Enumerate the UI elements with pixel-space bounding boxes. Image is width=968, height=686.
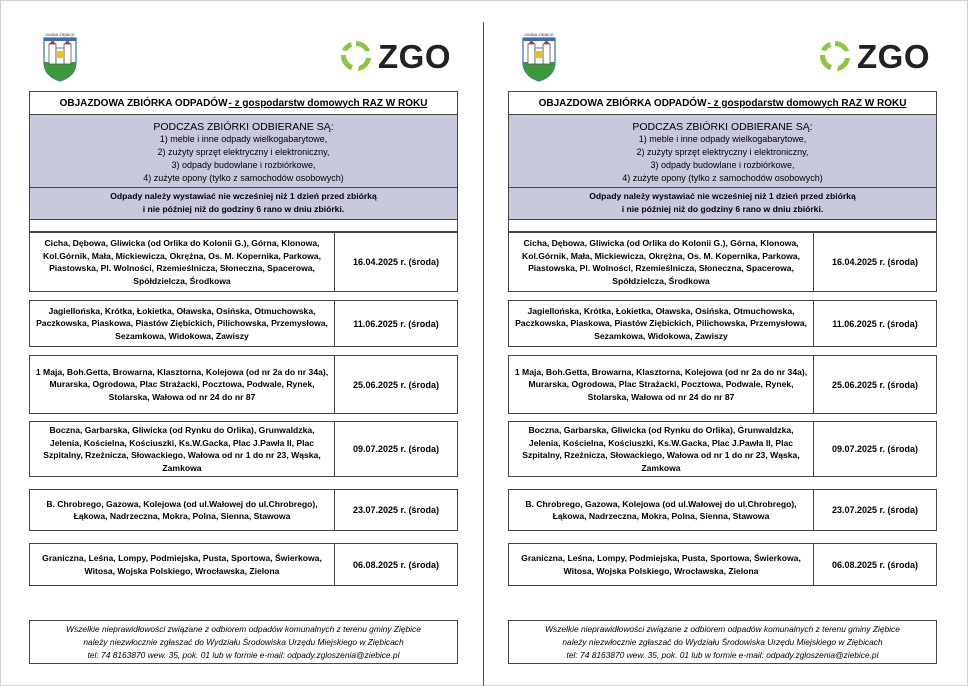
street-list: Jagiellońska, Krótka, Łokietka, Oławska, Osińska, Otmuchowska, Paczkowska, Piaskowa, Piastów Ziębickich, Pilichowska, Przemysłowa, Sezamkowa, Widokowa, Zawiszy (509, 301, 814, 346)
street-list: Jagiellońska, Krótka, Łokietka, Oławska, Osińska, Otmuchowska, Paczkowska, Piaskowa, Piastów Ziębickich, Pilichowska, Przemysłowa, Sezamkowa, Widokowa, Zawiszy (30, 301, 335, 346)
collection-date: 25.06.2025 r. (środa) (352, 379, 440, 390)
schedule-row (508, 421, 937, 477)
leaflet-right (508, 0, 938, 686)
footer-line: tel: 74 8163870 wew. 35, pok. 01 lub w formie e-mail: odpady.zgloszenia@ziebice.pl (87, 649, 400, 660)
schedule-row (29, 543, 458, 586)
collection-date: 06.08.2025 r. (środa) (831, 559, 919, 570)
crest-caption: GMINA ZIĘBICE (524, 32, 554, 37)
title-sub: - z gospodarstw domowych RAZ W ROKU (707, 97, 907, 109)
accepted-item: 2) zużyty sprzęt elektryczny i elektroniczny, (636, 147, 809, 157)
collection-info-box (29, 91, 458, 232)
collection-date: 23.07.2025 r. (środa) (352, 505, 440, 515)
schedule-row (29, 489, 458, 531)
accepted-item: 4) zużyte opony (tylko z samochodów osobowych) (143, 173, 344, 183)
collection-info-box (508, 91, 937, 232)
collection-date: 09.07.2025 r. (środa) (831, 444, 919, 454)
collection-date: 16.04.2025 r. (środa) (831, 257, 919, 267)
footer-line: należy niezwłocznie zgłaszać do Wydziału Środowiska Urzędu Miejskiego w Ziębicach (562, 636, 883, 647)
leaflet-left (29, 0, 459, 686)
leaflet-title (509, 92, 936, 115)
coat-of-arms-icon (37, 32, 83, 82)
title-main: OBJAZDOWA ZBIÓRKA ODPADÓW (538, 97, 707, 109)
footer-line: należy niezwłocznie zgłaszać do Wydziału Środowiska Urzędu Miejskiego w Ziębicach (83, 636, 404, 647)
recycle-logo-icon (338, 38, 374, 74)
notice-line: Odpady należy wystawiać nie wcześniej niż 1 dzień przed zbiórką (110, 191, 377, 201)
schedule-row (508, 489, 937, 531)
street-list: Boczna, Garbarska, Gliwicka (od Rynku do Orlika), Grunwaldzka, Jelenia, Kościelna, Kościuszki, Ks.W.Gacka, Plac J.Pawła II, Plac Szpitalny, Rzeźnicza, Słowackiego, Wałowa od nr 1 do nr 23, Wąska, Zamkowa (509, 422, 814, 476)
title-main: OBJAZDOWA ZBIÓRKA ODPADÓW (59, 97, 228, 109)
notice-line: i nie później niż do godziny 6 rano w dniu zbiórki. (621, 204, 824, 214)
accepted-items-section (30, 115, 457, 188)
street-list: 1 Maja, Boh.Getta, Browarna, Klasztorna, Kolejowa (od nr 2a do nr 34a), Murarska, Ogrodowa, Plac Strażacki, Pocztowa, Podwale, Rynek, Stolarska, Wałowa od nr 24 do nr 87 (509, 356, 814, 413)
notice-line: Odpady należy wystawiać nie wcześniej niż 1 dzień przed zbiórką (589, 191, 856, 201)
zgo-logo-text: ZGO (378, 37, 451, 75)
complaints-footer (29, 620, 458, 664)
schedule-row (508, 300, 937, 347)
schedule-row (29, 232, 458, 292)
leaflet-title (30, 92, 457, 115)
street-list: Boczna, Garbarska, Gliwicka (od Rynku do Orlika), Grunwaldzka, Jelenia, Kościelna, Kościuszki, Ks.W.Gacka, Plac J.Pawła II, Plac Szpitalny, Rzeźnicza, Słowackiego, Wałowa od nr 1 do nr 23, Wąska, Zamkowa (30, 422, 335, 476)
coat-of-arms-icon (516, 32, 562, 82)
accepted-items-lead: PODCZAS ZBIÓRKI ODBIERANE SĄ: (153, 121, 334, 133)
street-list: 1 Maja, Boh.Getta, Browarna, Klasztorna, Kolejowa (od nr 2a do nr 34a), Murarska, Ogrodowa, Plac Strażacki, Pocztowa, Podwale, Rynek, Stolarska, Wałowa od nr 24 do nr 87 (30, 356, 335, 413)
street-list: B. Chrobrego, Gazowa, Kolejowa (od ul.Wałowej do ul.Chrobrego), Łąkowa, Nadrzeczna, Mokra, Polna, Sienna, Stawowa (509, 490, 814, 530)
street-list: Cicha, Dębowa, Gliwicka (od Orlika do Kolonii G.), Górna, Klonowa, Kol.Górnik, Mała, Mickiewicza, Okrężna, Os. M. Kopernika, Parkowa, Piastowska, Pl. Wolności, Rzemieślnicza, Słoneczna, Spacerowa, Spółdzielcza, Środkowa (509, 233, 814, 291)
placement-notice (30, 188, 457, 220)
accepted-items-lead: PODCZAS ZBIÓRKI ODBIERANE SĄ: (632, 121, 813, 133)
street-list: Graniczna, Leśna, Lompy, Podmiejska, Pusta, Sportowa, Świerkowa, Witosa, Wojska Polskiego, Wrocławska, Zielona (30, 544, 335, 585)
title-sub: - z gospodarstw domowych RAZ W ROKU (228, 97, 428, 109)
schedule-row (508, 232, 937, 292)
street-list: B. Chrobrego, Gazowa, Kolejowa (od ul.Wałowej do ul.Chrobrego), Łąkowa, Nadrzeczna, Mokra, Polna, Sienna, Stawowa (30, 490, 335, 530)
collection-date: 25.06.2025 r. (środa) (831, 379, 919, 390)
accepted-item: 3) odpady budowlane i rozbiórkowe, (650, 160, 795, 170)
recycle-logo-icon (817, 38, 853, 74)
schedule-row (29, 300, 458, 347)
placement-notice (509, 188, 936, 220)
notice-line: i nie później niż do godziny 6 rano w dniu zbiórki. (142, 204, 345, 214)
accepted-item: 1) meble i inne odpady wielkogabarytowe, (159, 134, 328, 144)
footer-line: tel: 74 8163870 wew. 35, pok. 01 lub w formie e-mail: odpady.zgloszenia@ziebice.pl (566, 649, 879, 660)
crest-caption: GMINA ZIĘBICE (45, 32, 75, 37)
collection-date: 23.07.2025 r. (środa) (831, 505, 919, 515)
collection-date: 11.06.2025 r. (środa) (832, 318, 918, 329)
zgo-logo (338, 38, 451, 74)
schedule-row (29, 355, 458, 414)
accepted-item: 3) odpady budowlane i rozbiórkowe, (171, 160, 316, 170)
accepted-item: 2) zużyty sprzęt elektryczny i elektroniczny, (157, 147, 330, 157)
zgo-logo-text: ZGO (857, 37, 930, 75)
collection-date: 11.06.2025 r. (środa) (353, 318, 439, 329)
street-list: Graniczna, Leśna, Lompy, Podmiejska, Pusta, Sportowa, Świerkowa, Witosa, Wojska Polskiego, Wrocławska, Zielona (509, 544, 814, 585)
collection-date: 06.08.2025 r. (środa) (352, 559, 440, 570)
zgo-logo (817, 38, 930, 74)
schedule-row (508, 543, 937, 586)
schedule-row (29, 421, 458, 477)
accepted-item: 4) zużyte opony (tylko z samochodów osobowych) (622, 173, 823, 183)
complaints-footer (508, 620, 937, 664)
accepted-items-section (509, 115, 936, 188)
footer-line: Wszelkie nieprawidłowości związane z odbiorem odpadów komunalnych z terenu gminy Ziębice (66, 623, 421, 634)
page-divider (483, 22, 484, 686)
footer-line: Wszelkie nieprawidłowości związane z odbiorem odpadów komunalnych z terenu gminy Ziębice (545, 623, 900, 634)
street-list: Cicha, Dębowa, Gliwicka (od Orlika do Kolonii G.), Górna, Klonowa, Kol.Górnik, Mała, Mickiewicza, Okrężna, Os. M. Kopernika, Parkowa, Piastowska, Pl. Wolności, Rzemieślnicza, Słoneczna, Spacerowa, Spółdzielcza, Środkowa (30, 233, 335, 291)
schedule-row (508, 355, 937, 414)
collection-date: 09.07.2025 r. (środa) (352, 444, 440, 454)
collection-date: 16.04.2025 r. (środa) (352, 257, 440, 267)
accepted-item: 1) meble i inne odpady wielkogabarytowe, (638, 134, 807, 144)
